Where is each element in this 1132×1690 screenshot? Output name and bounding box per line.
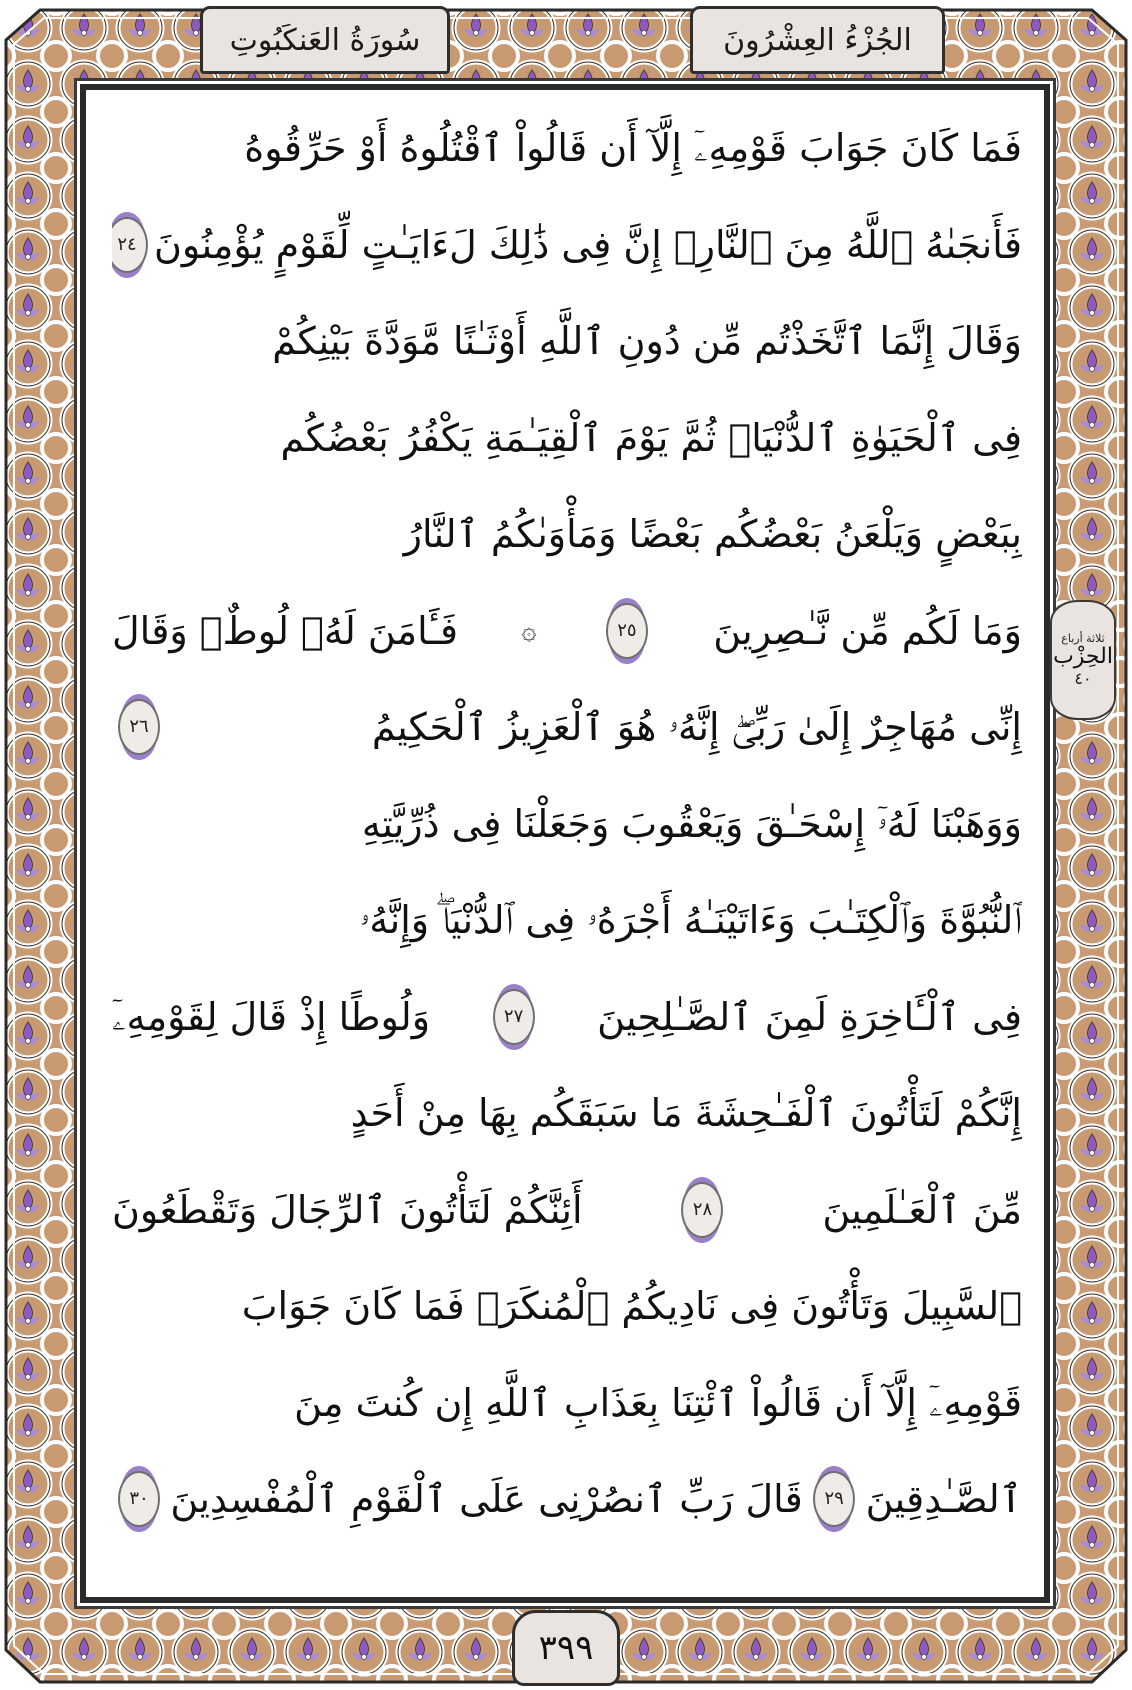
line-text: فَمَا كَانَ جَوَابَ قَوْمِهِۦٓ إِلَّآ أَن قَالُواْ ٱقْتُلُوهُ أَوْ حَرِّقُوهُ	[244, 126, 1022, 170]
line-text: قَوْمِهِۦٓ إِلَّآ أَن قَالُواْ ٱئْتِنَا بِعَذَابِ ٱللَّهِ إِن كُنتَ مِنَ	[294, 1380, 1022, 1425]
ayah-end-marker-icon: ٢٤	[112, 217, 148, 273]
page-number: ٣٩٩	[538, 1628, 594, 1668]
line-text: أَئِنَّكُمْ لَتَأْتُونَ ٱلرِّجَالَ وَتَقْطَعُونَ	[112, 1187, 583, 1232]
line-text: إِنَّكُمْ لَتَأْتُونَ ٱلْفَـٰحِشَةَ مَا سَبَقَكُم بِهَا مِنْ أَحَدٍ	[350, 1091, 1022, 1135]
text-line-9	[112, 872, 1022, 969]
line-text: فَأَنجَىٰهُ ٱللَّهُ مِنَ ٱلنَّارِۚ إِنَّ فِى ذَٰلِكَ لَءَايَـٰتٍ لِّقَوْمٍ يُؤْمِنُونَ	[153, 222, 1022, 267]
hizb-number: ٤٠	[1074, 669, 1092, 689]
line-text: فِى ٱلْـَٔاخِرَةِ لَمِنَ ٱلصَّـٰلِحِينَ	[597, 994, 1022, 1039]
hizb-marker	[1050, 600, 1116, 720]
juz-title-plaque	[690, 6, 945, 74]
quran-text	[112, 100, 1022, 1548]
line-text: ٱلصَّـٰدِقِينَ	[865, 1477, 1022, 1521]
line-text: وَلُوطًا إِذْ قَالَ لِقَوْمِهِۦٓ	[112, 994, 431, 1039]
page-number-plaque	[512, 1610, 620, 1686]
hizb-quarter-label: ثلاثة أرباع	[1061, 631, 1105, 645]
hizb-label: الحِزْب	[1053, 643, 1113, 669]
ayah-end-marker-icon: ٢٧	[493, 989, 535, 1045]
line-text: بِبَعْضٍ وَيَلْعَنُ بَعْضُكُم بَعْضًا وَمَأْوَىٰكُمُ ٱلنَّارُ	[403, 512, 1022, 556]
line-text: ٱلنُّبُوَّةَ وَٱلْكِتَـٰبَ وَءَاتَيْنَـٰهُ أَجْرَهُۥ فِى ٱلدُّنْيَاۖ وَإِنَّهُۥ	[359, 898, 1022, 942]
text-line-15	[112, 1451, 1022, 1548]
text-line-8	[112, 776, 1022, 873]
surah-title: سُورَةُ العَنكَبُوتِ	[229, 22, 421, 58]
text-line-11	[112, 1065, 1022, 1162]
line-text: إِنِّى مُهَاجِرٌ إِلَىٰ رَبِّىٓۖ إِنَّهُۥ هُوَ ٱلْعَزِيزُ ٱلْحَكِيمُ	[371, 705, 1022, 749]
text-line-3	[112, 293, 1022, 390]
text-line-2	[112, 197, 1022, 294]
line-text: وَقَالَ إِنَّمَا ٱتَّخَذْتُم مِّن دُونِ ٱللَّهِ أَوْثَـٰنًا مَّوَدَّةَ بَيْنِكُمْ	[272, 319, 1022, 363]
line-text: فِى ٱلْحَيَوٰةِ ٱلدُّنْيَاۖ ثُمَّ يَوْمَ ٱلْقِيَـٰمَةِ يَكْفُرُ بَعْضُكُم	[280, 415, 1022, 460]
ayah-end-marker-icon: ٢٦	[118, 699, 160, 755]
text-line-12	[112, 1162, 1022, 1259]
line-text: وَوَهَبْنَا لَهُۥٓ إِسْحَـٰقَ وَيَعْقُوبَ وَجَعَلْنَا فِى ذُرِّيَّتِهِ	[361, 801, 1022, 846]
text-line-6	[112, 583, 1022, 680]
text-line-10	[112, 969, 1022, 1066]
text-line-4	[112, 390, 1022, 487]
line-text: وَمَا لَكُم مِّن نَّـٰصِرِينَ	[713, 608, 1022, 653]
ayah-end-marker-icon: ٢٨	[681, 1182, 723, 1238]
line-text: قَالَ رَبِّ ٱنصُرْنِى عَلَى ٱلْقَوْمِ ٱلْمُفْسِدِينَ	[170, 1477, 803, 1521]
text-line-14	[112, 1355, 1022, 1452]
text-line-7	[112, 679, 1022, 776]
text-line-5	[112, 486, 1022, 583]
line-text: مِّنَ ٱلْعَـٰلَمِينَ	[822, 1187, 1022, 1232]
line-text: فَـَٔامَنَ لَهُۥ لُوطٌۘ وَقَالَ	[112, 608, 459, 653]
hizb-star-icon: ۞	[521, 615, 537, 646]
line-text: ٱلسَّبِيلَ وَتَأْتُونَ فِى نَادِيكُمُ ٱلْمُنكَرَۖ فَمَا كَانَ جَوَابَ	[241, 1284, 1022, 1328]
juz-title: الجُزْءُ العِشْرُونَ	[723, 22, 912, 58]
surah-title-plaque	[200, 6, 450, 74]
text-line-13	[112, 1258, 1022, 1355]
ayah-end-marker-icon: ٢٥	[606, 603, 648, 659]
text-line-1	[112, 100, 1022, 197]
ayah-end-marker-icon: ٢٩	[813, 1471, 855, 1527]
ayah-end-marker-icon: ٣٠	[118, 1471, 160, 1527]
